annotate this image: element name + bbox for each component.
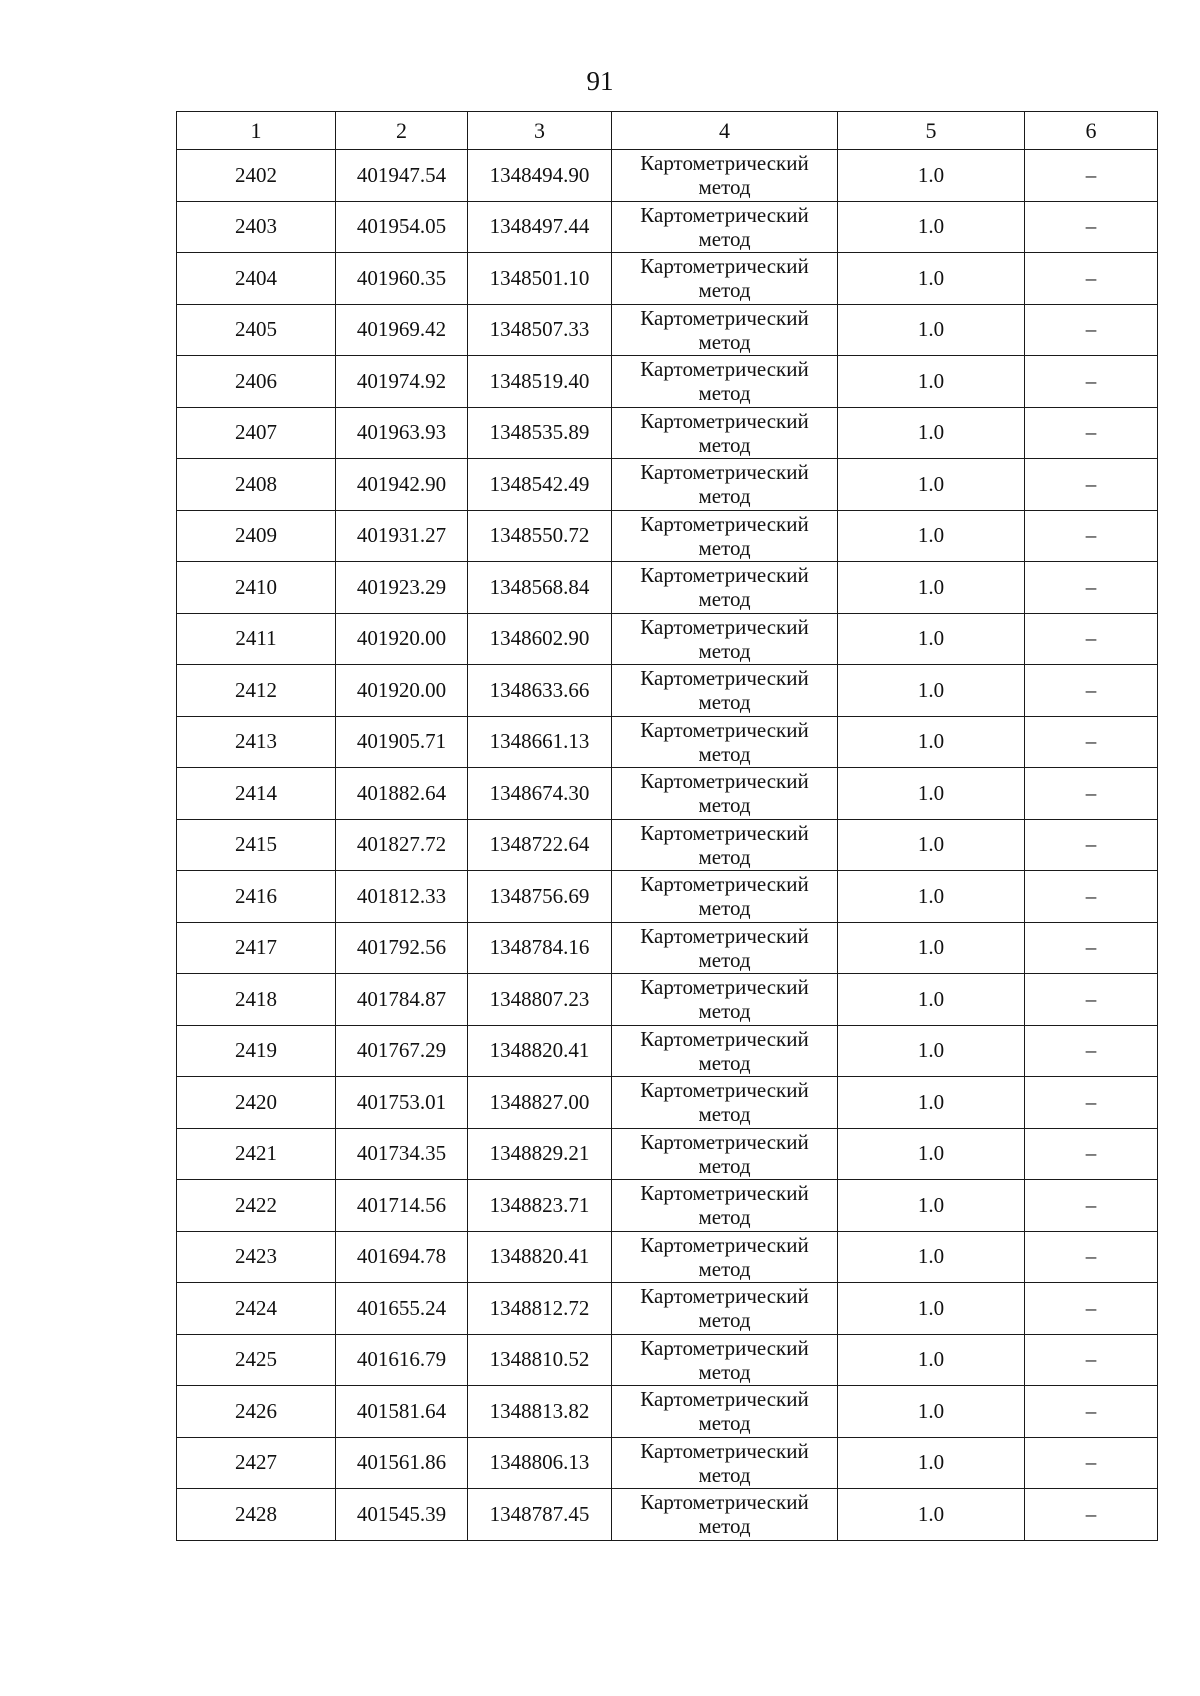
method-text: Картометрический (640, 151, 809, 176)
point-number-cell: 2421 (177, 1128, 336, 1180)
accuracy-cell: 1.0 (838, 665, 1025, 717)
method-cell (612, 871, 838, 923)
method-text: метод (698, 638, 751, 663)
method-text: Картометрический (640, 254, 809, 279)
method-text: метод (698, 175, 751, 200)
y-coordinate-cell: 1348722.64 (468, 819, 612, 871)
accuracy-cell: 1.0 (838, 1180, 1025, 1232)
point-number-cell: 2417 (177, 922, 336, 974)
y-coordinate-cell: 1348827.00 (468, 1077, 612, 1129)
x-coordinate-cell: 401947.54 (336, 150, 468, 202)
method-text: метод (698, 999, 751, 1024)
method-cell (612, 459, 838, 511)
column-header: 4 (612, 112, 838, 150)
note-cell: – (1025, 1386, 1158, 1438)
point-number-cell: 2408 (177, 459, 336, 511)
method-cell (612, 716, 838, 768)
accuracy-cell: 1.0 (838, 1386, 1025, 1438)
point-number-cell: 2419 (177, 1025, 336, 1077)
method-text: метод (698, 947, 751, 972)
method-cell (612, 1128, 838, 1180)
method-text: метод (698, 329, 751, 354)
note-cell: – (1025, 201, 1158, 253)
y-coordinate-cell: 1348661.13 (468, 716, 612, 768)
accuracy-cell: 1.0 (838, 1283, 1025, 1335)
x-coordinate-cell: 401920.00 (336, 613, 468, 665)
method-text: метод (698, 278, 751, 303)
accuracy-cell: 1.0 (838, 819, 1025, 871)
x-coordinate-cell: 401767.29 (336, 1025, 468, 1077)
accuracy-cell: 1.0 (838, 613, 1025, 665)
x-coordinate-cell: 401561.86 (336, 1437, 468, 1489)
x-coordinate-cell: 401920.00 (336, 665, 468, 717)
table-row (177, 768, 1158, 820)
y-coordinate-cell: 1348494.90 (468, 150, 612, 202)
y-coordinate-cell: 1348806.13 (468, 1437, 612, 1489)
table-row (177, 1231, 1158, 1283)
point-number-cell: 2407 (177, 407, 336, 459)
note-cell: – (1025, 1180, 1158, 1232)
method-text: Картометрический (640, 1490, 809, 1515)
note-cell: – (1025, 562, 1158, 614)
method-text: метод (698, 1050, 751, 1075)
method-cell (612, 922, 838, 974)
table-row (177, 253, 1158, 305)
x-coordinate-cell: 401616.79 (336, 1334, 468, 1386)
method-text: метод (698, 1411, 751, 1436)
point-number-cell: 2410 (177, 562, 336, 614)
accuracy-cell: 1.0 (838, 1025, 1025, 1077)
method-cell (612, 150, 838, 202)
method-text: Картометрический (640, 1078, 809, 1103)
method-text: метод (698, 1205, 751, 1230)
method-text: метод (698, 896, 751, 921)
accuracy-cell: 1.0 (838, 1128, 1025, 1180)
y-coordinate-cell: 1348820.41 (468, 1231, 612, 1283)
note-cell: – (1025, 407, 1158, 459)
point-number-cell: 2413 (177, 716, 336, 768)
column-header: 1 (177, 112, 336, 150)
table-header-row (177, 112, 1158, 150)
x-coordinate-cell: 401969.42 (336, 304, 468, 356)
method-cell (612, 201, 838, 253)
method-text: Картометрический (640, 1129, 809, 1154)
y-coordinate-cell: 1348507.33 (468, 304, 612, 356)
y-coordinate-cell: 1348568.84 (468, 562, 612, 614)
x-coordinate-cell: 401581.64 (336, 1386, 468, 1438)
note-cell: – (1025, 1334, 1158, 1386)
y-coordinate-cell: 1348812.72 (468, 1283, 612, 1335)
table-row (177, 150, 1158, 202)
x-coordinate-cell: 401714.56 (336, 1180, 468, 1232)
method-text: Картометрический (640, 1181, 809, 1206)
x-coordinate-cell: 401963.93 (336, 407, 468, 459)
accuracy-cell: 1.0 (838, 1437, 1025, 1489)
x-coordinate-cell: 401923.29 (336, 562, 468, 614)
method-text: метод (698, 432, 751, 457)
method-text: метод (698, 381, 751, 406)
point-number-cell: 2424 (177, 1283, 336, 1335)
method-text: Картометрический (640, 1284, 809, 1309)
table-row (177, 1283, 1158, 1335)
y-coordinate-cell: 1348519.40 (468, 356, 612, 408)
note-cell: – (1025, 1025, 1158, 1077)
table-row (177, 613, 1158, 665)
method-text: Картометрический (640, 872, 809, 897)
point-number-cell: 2428 (177, 1489, 336, 1541)
table-row (177, 1077, 1158, 1129)
note-cell: – (1025, 1437, 1158, 1489)
x-coordinate-cell: 401545.39 (336, 1489, 468, 1541)
method-cell (612, 1180, 838, 1232)
note-cell: – (1025, 510, 1158, 562)
note-cell: – (1025, 1231, 1158, 1283)
accuracy-cell: 1.0 (838, 253, 1025, 305)
method-text: Картометрический (640, 1438, 809, 1463)
method-text: метод (698, 226, 751, 251)
y-coordinate-cell: 1348535.89 (468, 407, 612, 459)
table-body (177, 150, 1158, 1541)
table-row (177, 1386, 1158, 1438)
method-text: метод (698, 1308, 751, 1333)
note-cell: – (1025, 304, 1158, 356)
point-number-cell: 2403 (177, 201, 336, 253)
accuracy-cell: 1.0 (838, 356, 1025, 408)
method-cell (612, 613, 838, 665)
table-row (177, 665, 1158, 717)
note-cell: – (1025, 459, 1158, 511)
table-row (177, 407, 1158, 459)
table-row (177, 922, 1158, 974)
x-coordinate-cell: 401974.92 (336, 356, 468, 408)
accuracy-cell: 1.0 (838, 974, 1025, 1026)
method-cell (612, 253, 838, 305)
point-number-cell: 2412 (177, 665, 336, 717)
accuracy-cell: 1.0 (838, 510, 1025, 562)
table-row (177, 716, 1158, 768)
note-cell: – (1025, 1077, 1158, 1129)
y-coordinate-cell: 1348829.21 (468, 1128, 612, 1180)
method-text: Картометрический (640, 1387, 809, 1412)
y-coordinate-cell: 1348756.69 (468, 871, 612, 923)
accuracy-cell: 1.0 (838, 1489, 1025, 1541)
note-cell: – (1025, 1489, 1158, 1541)
method-cell (612, 356, 838, 408)
note-cell: – (1025, 1283, 1158, 1335)
note-cell: – (1025, 150, 1158, 202)
point-number-cell: 2402 (177, 150, 336, 202)
method-text: метод (698, 1462, 751, 1487)
point-number-cell: 2414 (177, 768, 336, 820)
method-text: метод (698, 1256, 751, 1281)
note-cell: – (1025, 665, 1158, 717)
method-text: Картометрический (640, 666, 809, 691)
method-text: Картометрический (640, 1335, 809, 1360)
x-coordinate-cell: 401827.72 (336, 819, 468, 871)
accuracy-cell: 1.0 (838, 1077, 1025, 1129)
x-coordinate-cell: 401812.33 (336, 871, 468, 923)
method-text: Картометрический (640, 563, 809, 588)
method-text: Картометрический (640, 1026, 809, 1051)
point-number-cell: 2423 (177, 1231, 336, 1283)
accuracy-cell: 1.0 (838, 562, 1025, 614)
column-header: 5 (838, 112, 1025, 150)
accuracy-cell: 1.0 (838, 407, 1025, 459)
point-number-cell: 2416 (177, 871, 336, 923)
table-row (177, 1489, 1158, 1541)
column-header: 3 (468, 112, 612, 150)
accuracy-cell: 1.0 (838, 1231, 1025, 1283)
method-cell (612, 1077, 838, 1129)
method-cell (612, 407, 838, 459)
accuracy-cell: 1.0 (838, 922, 1025, 974)
method-cell (612, 510, 838, 562)
x-coordinate-cell: 401882.64 (336, 768, 468, 820)
accuracy-cell: 1.0 (838, 201, 1025, 253)
point-number-cell: 2422 (177, 1180, 336, 1232)
method-text: Картометрический (640, 769, 809, 794)
method-cell (612, 1283, 838, 1335)
note-cell: – (1025, 1128, 1158, 1180)
table-row (177, 974, 1158, 1026)
method-text: метод (698, 1102, 751, 1127)
y-coordinate-cell: 1348542.49 (468, 459, 612, 511)
column-header: 6 (1025, 112, 1158, 150)
y-coordinate-cell: 1348820.41 (468, 1025, 612, 1077)
table-row (177, 1025, 1158, 1077)
y-coordinate-cell: 1348784.16 (468, 922, 612, 974)
table-row (177, 1437, 1158, 1489)
table-row (177, 1180, 1158, 1232)
method-text: Картометрический (640, 975, 809, 1000)
point-number-cell: 2405 (177, 304, 336, 356)
method-text: Картометрический (640, 717, 809, 742)
accuracy-cell: 1.0 (838, 150, 1025, 202)
table-row (177, 459, 1158, 511)
method-text: Картометрический (640, 460, 809, 485)
accuracy-cell: 1.0 (838, 768, 1025, 820)
table-row (177, 819, 1158, 871)
y-coordinate-cell: 1348501.10 (468, 253, 612, 305)
method-text: Картометрический (640, 408, 809, 433)
y-coordinate-cell: 1348807.23 (468, 974, 612, 1026)
table-row (177, 510, 1158, 562)
point-number-cell: 2427 (177, 1437, 336, 1489)
method-text: Картометрический (640, 1232, 809, 1257)
page-number: 91 (586, 66, 614, 96)
method-cell (612, 1334, 838, 1386)
method-cell (612, 1025, 838, 1077)
method-cell (612, 1489, 838, 1541)
method-text: Картометрический (640, 511, 809, 536)
y-coordinate-cell: 1348787.45 (468, 1489, 612, 1541)
note-cell: – (1025, 716, 1158, 768)
x-coordinate-cell: 401942.90 (336, 459, 468, 511)
accuracy-cell: 1.0 (838, 716, 1025, 768)
x-coordinate-cell: 401905.71 (336, 716, 468, 768)
y-coordinate-cell: 1348633.66 (468, 665, 612, 717)
method-text: Картометрический (640, 614, 809, 639)
note-cell: – (1025, 922, 1158, 974)
method-text: метод (698, 741, 751, 766)
note-cell: – (1025, 974, 1158, 1026)
y-coordinate-cell: 1348674.30 (468, 768, 612, 820)
note-cell: – (1025, 253, 1158, 305)
method-text: метод (698, 1514, 751, 1539)
method-text: Картометрический (640, 357, 809, 382)
x-coordinate-cell: 401694.78 (336, 1231, 468, 1283)
point-number-cell: 2426 (177, 1386, 336, 1438)
note-cell: – (1025, 356, 1158, 408)
y-coordinate-cell: 1348810.52 (468, 1334, 612, 1386)
point-number-cell: 2415 (177, 819, 336, 871)
method-cell (612, 819, 838, 871)
x-coordinate-cell: 401931.27 (336, 510, 468, 562)
method-text: Картометрический (640, 305, 809, 330)
point-number-cell: 2404 (177, 253, 336, 305)
point-number-cell: 2425 (177, 1334, 336, 1386)
table-row (177, 871, 1158, 923)
method-text: Картометрический (640, 923, 809, 948)
point-number-cell: 2420 (177, 1077, 336, 1129)
table-row (177, 356, 1158, 408)
table-row (177, 1334, 1158, 1386)
x-coordinate-cell: 401784.87 (336, 974, 468, 1026)
method-text: метод (698, 587, 751, 612)
method-cell (612, 562, 838, 614)
note-cell: – (1025, 768, 1158, 820)
note-cell: – (1025, 871, 1158, 923)
method-text: Картометрический (640, 820, 809, 845)
x-coordinate-cell: 401954.05 (336, 201, 468, 253)
point-number-cell: 2406 (177, 356, 336, 408)
y-coordinate-cell: 1348497.44 (468, 201, 612, 253)
method-text: метод (698, 1359, 751, 1384)
accuracy-cell: 1.0 (838, 1334, 1025, 1386)
point-number-cell: 2418 (177, 974, 336, 1026)
x-coordinate-cell: 401734.35 (336, 1128, 468, 1180)
method-cell (612, 974, 838, 1026)
table-row (177, 201, 1158, 253)
method-text: метод (698, 690, 751, 715)
y-coordinate-cell: 1348813.82 (468, 1386, 612, 1438)
accuracy-cell: 1.0 (838, 459, 1025, 511)
method-cell (612, 304, 838, 356)
y-coordinate-cell: 1348550.72 (468, 510, 612, 562)
column-header: 2 (336, 112, 468, 150)
point-number-cell: 2411 (177, 613, 336, 665)
table-row (177, 1128, 1158, 1180)
method-cell (612, 1231, 838, 1283)
method-text: Картометрический (640, 202, 809, 227)
table-row (177, 304, 1158, 356)
method-text: метод (698, 844, 751, 869)
table-row (177, 562, 1158, 614)
method-cell (612, 768, 838, 820)
accuracy-cell: 1.0 (838, 871, 1025, 923)
x-coordinate-cell: 401753.01 (336, 1077, 468, 1129)
y-coordinate-cell: 1348602.90 (468, 613, 612, 665)
method-text: метод (698, 793, 751, 818)
method-cell (612, 1437, 838, 1489)
method-cell (612, 1386, 838, 1438)
method-text: метод (698, 484, 751, 509)
y-coordinate-cell: 1348823.71 (468, 1180, 612, 1232)
method-cell (612, 665, 838, 717)
note-cell: – (1025, 613, 1158, 665)
point-number-cell: 2409 (177, 510, 336, 562)
x-coordinate-cell: 401960.35 (336, 253, 468, 305)
coordinates-table (176, 111, 1158, 1541)
x-coordinate-cell: 401655.24 (336, 1283, 468, 1335)
note-cell: – (1025, 819, 1158, 871)
x-coordinate-cell: 401792.56 (336, 922, 468, 974)
method-text: метод (698, 1153, 751, 1178)
accuracy-cell: 1.0 (838, 304, 1025, 356)
method-text: метод (698, 535, 751, 560)
